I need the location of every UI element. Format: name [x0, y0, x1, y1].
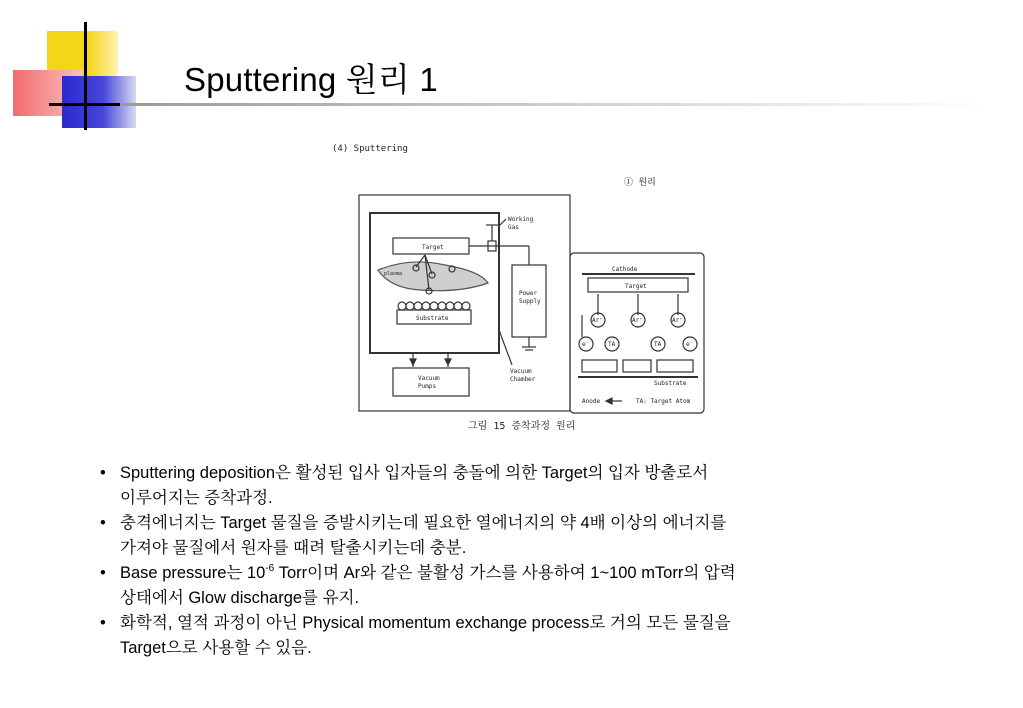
- label-anode: Anode: [582, 398, 601, 405]
- bullet-text-line1: 화학적, 열적 과정이 아닌 Physical momentum exchange process로 거의 모든 물질을: [120, 614, 731, 632]
- deco-vertical-line: [84, 22, 87, 130]
- deco-horizontal-line: [49, 103, 126, 106]
- bullet-dot: •: [100, 564, 106, 582]
- label-target-left: Target: [422, 244, 444, 251]
- bullet-text-line1a: Base pressure는 10: [120, 564, 266, 582]
- bullet-text-line2: 상태에서 Glow discharge를 유지.: [120, 589, 360, 607]
- label-vacuum-pumps-2: Pumps: [418, 383, 437, 390]
- title-underline: [120, 103, 990, 106]
- label-electron-1: e⁻: [582, 341, 590, 348]
- vacuum-pumps-box: [393, 368, 469, 396]
- deco-blue-square: [62, 76, 136, 128]
- label-working-gas-2: Gas: [508, 224, 519, 231]
- label-ar-1: Ar⁺: [592, 317, 603, 324]
- label-ar-3: Ar⁺: [672, 317, 683, 324]
- page-title: Sputtering 원리 1: [184, 61, 438, 98]
- label-power-supply: Power: [519, 290, 538, 297]
- label-cathode: Cathode: [612, 266, 638, 273]
- label-vacuum-chamber: Vacuum: [510, 368, 532, 375]
- substrate-particles: [398, 302, 470, 310]
- bullet-item: [100, 461, 920, 511]
- figure-caption-top: (4) Sputtering: [332, 144, 408, 154]
- right-frame: [570, 253, 704, 413]
- right-schematic: [570, 253, 704, 413]
- bullet-text-line1: 충격에너지는 Target 물질을 증발시키는데 필요한 열에너지의 약 4배 이상의 에너지를: [120, 514, 727, 532]
- label-power-supply-2: Supply: [519, 298, 541, 305]
- label-electron-2: e⁻: [686, 341, 694, 348]
- substrate-right-right: [657, 360, 693, 372]
- substrate-right-mid: [623, 360, 651, 372]
- bullet-item: [100, 561, 920, 611]
- label-ar-2: Ar⁺: [632, 317, 643, 324]
- figure-caption-bottom: 그림 15 증착과정 원리: [468, 421, 576, 432]
- label-plasma: plasma: [384, 271, 403, 277]
- label-ta-2: TA: [654, 341, 662, 348]
- bullet-text-line2: 이루어지는 증착과정.: [120, 489, 273, 507]
- bullet-list: [100, 461, 920, 661]
- label-target-right: Target: [625, 283, 647, 290]
- label-vacuum-chamber-2: Chamber: [510, 376, 536, 383]
- bullet-dot: •: [100, 464, 106, 482]
- figure-caption-right: ① 원리: [624, 178, 656, 188]
- label-vacuum-pumps: Vacuum: [418, 375, 440, 382]
- sputtering-diagram: [320, 135, 720, 440]
- bullet-item: [100, 511, 920, 561]
- bullet-item: [100, 611, 920, 661]
- bullet-text-line1: Sputtering deposition은 활성된 입사 입자들의 충돌에 의한 Target의 입자 방출로서: [120, 464, 709, 482]
- exponent: -6: [265, 563, 275, 574]
- substrate-right-left: [582, 360, 617, 372]
- bullet-text-line2: Target으로 사용할 수 있음.: [120, 639, 312, 657]
- label-substrate-right: Substrate: [654, 380, 687, 387]
- bullet-text-line2: 가져야 물질에서 원자를 때려 탈출시키는데 충분.: [120, 539, 467, 557]
- bullet-dot: •: [100, 514, 106, 532]
- label-ta-1: TA: [608, 341, 616, 348]
- label-ta-legend: TA: Target Atom: [636, 398, 691, 405]
- label-substrate-left: Substrate: [416, 315, 449, 322]
- bullet-text-line1b: Torr이며 Ar와 같은 불활성 가스를 사용하여 1~100 mTorr의 압력: [274, 564, 736, 582]
- label-working-gas: Working: [508, 216, 534, 223]
- bullet-dot: •: [100, 614, 106, 632]
